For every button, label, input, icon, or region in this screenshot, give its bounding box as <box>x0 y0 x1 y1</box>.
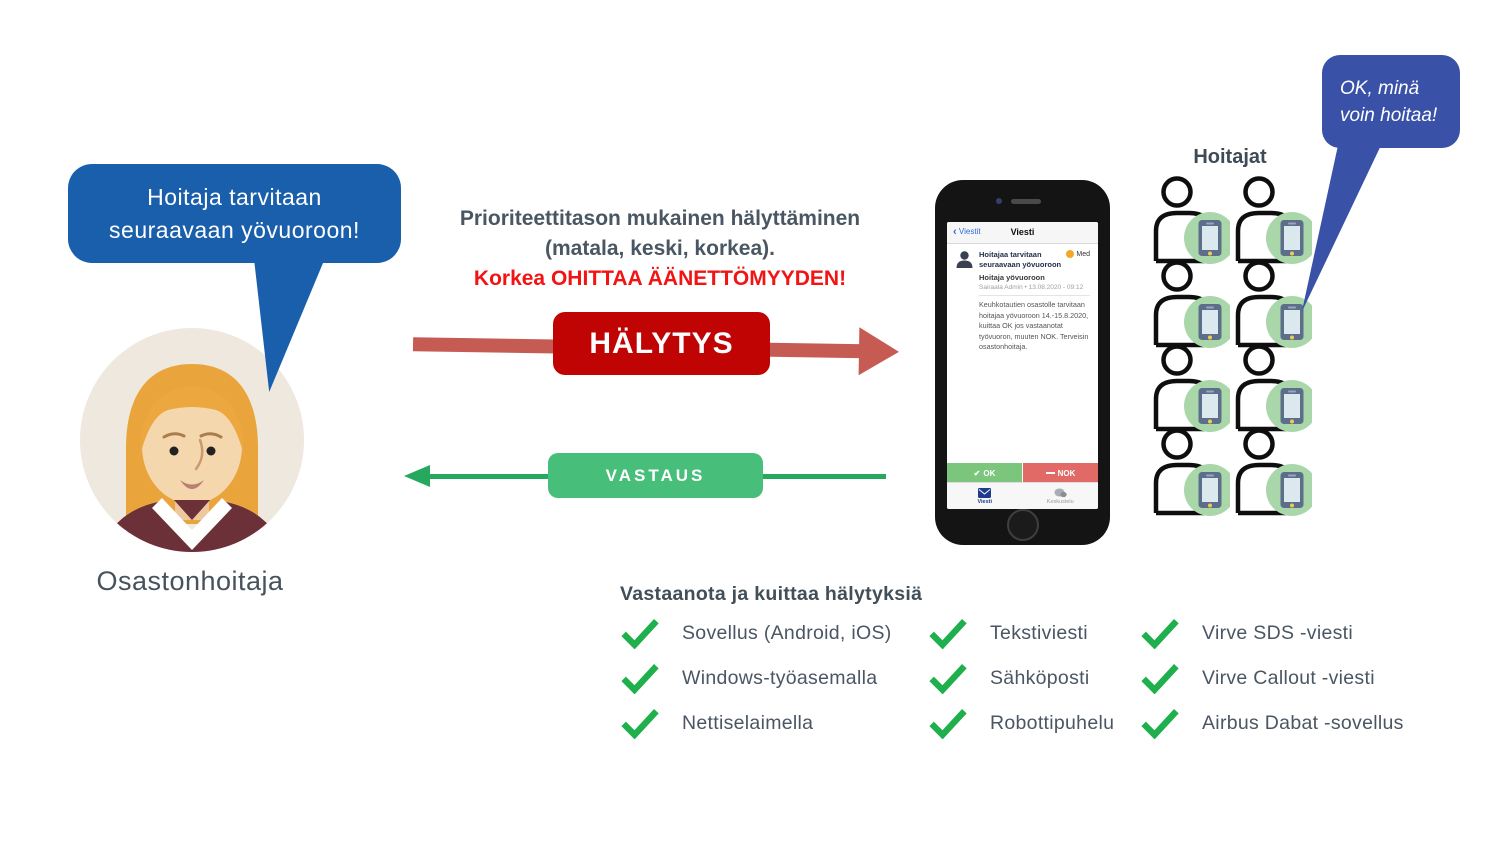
speech-left-line1: Hoitaja tarvitaan <box>147 183 322 210</box>
checklist-item <box>928 618 1114 648</box>
checklist-item <box>1140 708 1404 738</box>
phone-tab-bar <box>947 482 1098 509</box>
tab-keskustelu[interactable] <box>1023 483 1099 509</box>
home-button[interactable] <box>1007 509 1039 541</box>
check-icon: ✔ <box>973 468 981 478</box>
checklist-item <box>620 618 892 648</box>
message-body: Keuhkotautien osastolle tarvitaan hoitajaa yövuoroon 14.-15.8.2020, kuittaa OK jos vastaanotat työvuoron, muuten NOK. Terveisin osastonhoitaja. <box>979 300 1089 351</box>
nurse-icon <box>1150 344 1230 432</box>
ok-button[interactable]: ✔ OK <box>947 463 1022 483</box>
checkmark-icon <box>620 662 660 694</box>
dash-icon <box>1046 472 1055 475</box>
checklist-item-label: Virve Callout -viesti <box>1202 666 1375 689</box>
nurse-icon <box>1232 260 1312 348</box>
person-silhouette-icon <box>955 250 974 269</box>
back-button[interactable]: ‹ Viestit <box>953 226 981 238</box>
speech-right-line2: voin hoitaa! <box>1340 104 1438 126</box>
checklist-column-1 <box>620 618 892 738</box>
message-meta: Sairaala Admin • 13.08.2020 - 09:12 <box>979 284 1084 292</box>
speech-left-line2: seuraavaan yövuoroon! <box>109 216 360 243</box>
nurse-icon <box>1150 428 1230 516</box>
priority-note-line2: (matala, keski, korkea). <box>545 237 775 260</box>
nurse-icon <box>1150 176 1230 264</box>
checklist-item-label: Airbus Dabat -sovellus <box>1202 711 1404 734</box>
checklist-item-label: Nettiselaimella <box>682 711 814 734</box>
priority-badge-label: Med <box>1076 250 1090 258</box>
message-title: Hoitajaa tarvitaan seuraavaan yövuoroon <box>979 250 1062 270</box>
nurses-group-label: Hoitajat <box>1193 146 1267 168</box>
priority-note <box>415 204 905 294</box>
checkmark-icon <box>1140 662 1180 694</box>
checklist-item <box>928 663 1114 693</box>
checklist-column-2 <box>928 618 1114 738</box>
checklist-item-label: Robottipuhelu <box>990 711 1115 734</box>
nurse-icon <box>1150 260 1230 348</box>
speech-right-line1: OK, minä <box>1340 77 1420 99</box>
checklist-item-label: Sähköposti <box>990 666 1090 689</box>
tab-label: Viesti <box>977 498 993 505</box>
checklist-item <box>928 708 1114 738</box>
priority-dot-icon <box>1066 250 1074 258</box>
checklist-column-3 <box>1140 618 1404 738</box>
alert-button: HÄLYTYS <box>553 312 770 375</box>
speech-bubble-right <box>1322 55 1460 148</box>
nurses-grid <box>1150 176 1314 512</box>
nok-button[interactable]: NOK <box>1023 463 1098 483</box>
priority-note-warning: Korkea OHITTAA ÄÄNETTÖMYYDEN! <box>473 267 847 290</box>
tab-viesti[interactable] <box>947 483 1023 509</box>
speech-bubble-left <box>68 164 401 263</box>
camera-icon <box>996 198 1002 204</box>
envelope-icon <box>978 488 991 498</box>
checkmark-icon <box>1140 707 1180 739</box>
checklist-title: Vastaanota ja kuittaa hälytyksiä <box>620 583 923 605</box>
nurse-icon <box>1232 428 1312 516</box>
checklist-item-label: Virve SDS -viesti <box>1202 621 1354 644</box>
checkmark-icon <box>620 707 660 739</box>
checkmark-icon <box>928 617 968 649</box>
checklist-item <box>1140 618 1404 648</box>
checklist-item <box>1140 663 1404 693</box>
checkmark-icon <box>620 617 660 649</box>
checkmark-icon <box>1140 617 1180 649</box>
chat-icon <box>1054 488 1067 498</box>
response-button: VASTAUS <box>548 453 763 498</box>
checkmark-icon <box>928 707 968 739</box>
alert-arrowhead-icon <box>859 327 900 376</box>
priority-note-line1: Prioriteettitason mukainen hälyttäminen <box>459 207 861 230</box>
speaker-icon <box>1011 199 1041 204</box>
checklist-item <box>620 708 892 738</box>
checklist-item-label: Sovellus (Android, iOS) <box>682 621 892 644</box>
message-subject: Hoitaja yövuoroon <box>979 273 1045 283</box>
phone-screen <box>947 222 1098 509</box>
phone-mockup <box>935 180 1110 545</box>
chevron-left-icon: ‹ <box>953 226 957 238</box>
nurse-icon <box>1232 344 1312 432</box>
message-item[interactable] <box>955 250 1090 352</box>
phone-nav-bar <box>947 222 1098 244</box>
avatar-label: Osastonhoitaja <box>96 566 284 596</box>
response-arrowhead-icon <box>404 465 430 487</box>
nurse-icon <box>1232 176 1312 264</box>
checklist-item <box>620 663 892 693</box>
phone-nav-title: Viesti <box>1010 227 1035 237</box>
checklist-item-label: Tekstiviesti <box>990 621 1088 644</box>
acknowledge-buttons <box>947 463 1098 483</box>
tab-label: Keskustelu <box>1046 498 1074 505</box>
divider <box>979 295 1090 296</box>
checklist-item-label: Windows-työasemalla <box>682 666 878 689</box>
priority-badge <box>1066 250 1090 258</box>
checkmark-icon <box>928 662 968 694</box>
